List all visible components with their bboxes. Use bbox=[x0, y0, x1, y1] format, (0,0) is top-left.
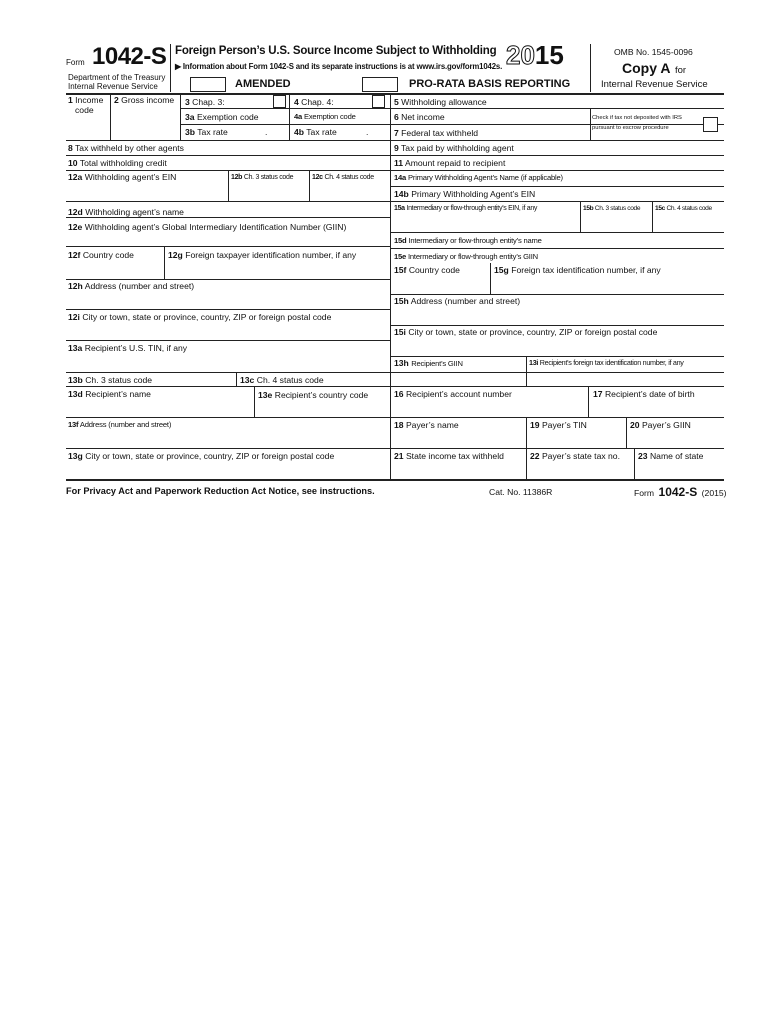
box15e-label: 15e Intermediary or flow-through entity’s GIIN bbox=[394, 252, 538, 261]
box13a-label: 13a Recipient’s U.S. TIN, if any bbox=[68, 343, 188, 353]
box13i-label: 13i Recipient’s foreign tax identification number, if any bbox=[529, 358, 684, 367]
box14a-label: 14a Primary Withholding Agent’s Name (if applicable) bbox=[394, 173, 563, 182]
box12g-label: 12g Foreign taxpayer identification number, if any bbox=[168, 250, 357, 260]
box14b-label: 14b Primary Withholding Agent’s EIN bbox=[394, 189, 536, 199]
box13h-label: 13h Recipient’s GIIN bbox=[394, 358, 463, 368]
privacy-notice: For Privacy Act and Paperwork Reduction Act Notice, see instructions. bbox=[66, 486, 375, 496]
box18-label: 18 Payer’s name bbox=[394, 420, 459, 430]
box15h-label: 15h Address (number and street) bbox=[394, 296, 521, 306]
box22-label: 22 Payer’s state tax no. bbox=[530, 451, 620, 461]
escrow-checkbox[interactable] bbox=[703, 117, 718, 132]
box13d-label: 13d Recipient’s name bbox=[68, 389, 151, 399]
box1-label-cont: code bbox=[75, 105, 94, 115]
form-title: Foreign Person’s U.S. Source Income Subject to Withholding bbox=[175, 45, 497, 57]
copy-designation bbox=[622, 60, 686, 78]
box3a-label: 3a Exemption code bbox=[185, 112, 259, 122]
box11-label: 11 Amount repaid to recipient bbox=[394, 158, 506, 168]
box4a-label: 4a Exemption code bbox=[294, 112, 356, 121]
box21-label: 21 State income tax withheld bbox=[394, 451, 504, 461]
box4b-label: 4b Tax rate bbox=[294, 127, 337, 137]
box8-label: 8 Tax withheld by other agents bbox=[68, 143, 184, 153]
box12e-label: 12e Withholding agent’s Global Intermediary Identification Number (GIIN) bbox=[68, 222, 347, 232]
catalog-number: Cat. No. 11386R bbox=[489, 487, 553, 497]
box13f-label: 13f Address (number and street) bbox=[68, 420, 172, 429]
form-word: Form bbox=[66, 58, 85, 67]
box12i-label: 12i City or town, state or province, country, ZIP or foreign postal code bbox=[68, 312, 332, 322]
copy-irs: Internal Revenue Service bbox=[601, 79, 708, 90]
box15b-label: 15b Ch. 3 status code bbox=[583, 205, 641, 212]
box13g-label: 13g City or town, state or province, country, ZIP or foreign postal code bbox=[68, 451, 335, 461]
copy-for: for bbox=[674, 65, 687, 76]
box17-label: 17 Recipient’s date of birth bbox=[593, 389, 695, 399]
box15c-label: 15c Ch. 4 status code bbox=[655, 205, 712, 212]
escrow-label-2: pursuant to escrow procedure bbox=[592, 125, 669, 131]
box4b-decimal: . bbox=[366, 127, 369, 137]
box19-label: 19 Payer’s TIN bbox=[530, 420, 587, 430]
box3b-label: 3b Tax rate bbox=[185, 127, 228, 137]
box9-label: 9 Tax paid by withholding agent bbox=[394, 143, 514, 153]
box13e-label: 13e Recipient’s country code bbox=[258, 390, 369, 400]
box10-label: 10 Total withholding credit bbox=[68, 158, 167, 168]
footer-form-word: Form bbox=[634, 488, 655, 498]
box15f-label: 15f Country code bbox=[394, 265, 460, 275]
box23-label: 23 Name of state bbox=[638, 451, 704, 461]
box6-label: 6 Net income bbox=[394, 112, 445, 122]
box15a-label: 15a Intermediary or flow-through entity’s EIN, if any bbox=[394, 205, 538, 212]
box16-label: 16 Recipient’s account number bbox=[394, 389, 512, 399]
escrow-label-1: Check if tax not deposited with IRS bbox=[592, 115, 682, 121]
year-outline: 20 bbox=[506, 40, 535, 70]
box15g-label: 15g Foreign tax identification number, if any bbox=[494, 265, 661, 275]
copy-a: Copy A bbox=[622, 60, 671, 76]
form-number: 1042-S bbox=[92, 43, 167, 70]
box2-label: 2 Gross income bbox=[114, 95, 175, 105]
box7-label: 7 Federal tax withheld bbox=[394, 128, 479, 138]
box1-label: 1 Income bbox=[68, 95, 104, 105]
box12f-label: 12f Country code bbox=[68, 250, 134, 260]
dept-treasury: Department of the Treasury bbox=[68, 73, 166, 82]
omb-number: OMB No. 1545-0096 bbox=[614, 47, 693, 57]
year-bold: 15 bbox=[534, 40, 564, 70]
box12a-label: 12a Withholding agent’s EIN bbox=[68, 172, 177, 182]
box13b-label: 13b Ch. 3 status code bbox=[68, 375, 153, 385]
box4-label: 4 Chap. 4: bbox=[294, 97, 334, 107]
amended-checkbox[interactable] bbox=[190, 77, 226, 92]
box12c-label: 12c Ch. 4 status code bbox=[312, 174, 374, 181]
box15d-label: 15d Intermediary or flow-through entity’s name bbox=[394, 236, 542, 245]
info-line: ▶ Information about Form 1042-S and its separate instructions is at www.irs.gov/form1042s. bbox=[175, 62, 503, 71]
box15i-label: 15i City or town, state or province, country, ZIP or foreign postal code bbox=[394, 327, 658, 337]
box12b-label: 12b Ch. 3 status code bbox=[231, 174, 294, 181]
tax-year bbox=[506, 40, 564, 70]
footer-form-id bbox=[634, 483, 727, 501]
box12d-label: 12d Withholding agent’s name bbox=[68, 207, 184, 217]
box5-label: 5 Withholding allowance bbox=[394, 97, 487, 107]
chap4-checkbox[interactable] bbox=[372, 95, 385, 108]
box12h-label: 12h Address (number and street) bbox=[68, 281, 195, 291]
dept-irs: Internal Revenue Service bbox=[68, 82, 158, 91]
prorata-checkbox[interactable] bbox=[362, 77, 398, 92]
box20-label: 20 Payer’s GIIN bbox=[630, 420, 691, 430]
amended-label: AMENDED bbox=[235, 78, 291, 90]
footer-year: (2015) bbox=[701, 488, 727, 498]
box3b-decimal: . bbox=[265, 127, 268, 137]
chap3-checkbox[interactable] bbox=[273, 95, 286, 108]
footer-form-number: 1042-S bbox=[658, 485, 698, 499]
prorata-label: PRO-RATA BASIS REPORTING bbox=[409, 78, 571, 90]
box3-label: 3 Chap. 3: bbox=[185, 97, 225, 107]
box13c-label: 13c Ch. 4 status code bbox=[240, 375, 324, 385]
